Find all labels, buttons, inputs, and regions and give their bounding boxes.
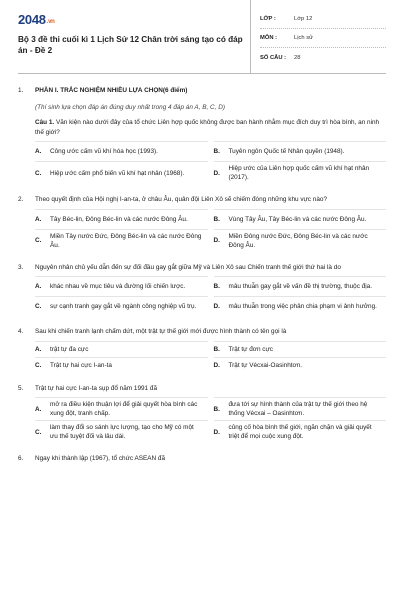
page-header: [18, 0, 386, 74]
meta-subject-label: MÔN :: [260, 35, 278, 41]
question-body: [35, 454, 386, 464]
option-c[interactable]: [35, 296, 208, 316]
question-item: [18, 263, 386, 317]
meta-class-value: Lớp 12: [294, 16, 313, 22]
option-letter: B.: [213, 405, 220, 413]
option-b[interactable]: [214, 209, 387, 229]
option-letter: A.: [35, 215, 42, 223]
option-text: mâu thuẫn gay gắt về vấn đề thị trường, thuộc địa.: [228, 283, 372, 290]
option-text: trật tự đa cực: [50, 345, 89, 353]
option-letter: D.: [213, 361, 220, 369]
options-grid: [35, 141, 386, 184]
meta-class-label: LỚP :: [260, 16, 276, 22]
meta-count-label: SỐ CÂU :: [260, 54, 287, 61]
question-label: Câu 1.: [35, 119, 55, 126]
option-c[interactable]: [35, 161, 208, 184]
option-d[interactable]: [214, 229, 387, 252]
question-body: [35, 384, 386, 444]
question-item: [18, 86, 386, 184]
question-number: 4.: [18, 328, 24, 335]
meta-subject-value: Lịch sử: [294, 35, 314, 41]
option-text: Trật tự hai cực I-an-ta: [50, 361, 112, 369]
question-item: [18, 384, 386, 444]
option-a[interactable]: [35, 209, 208, 229]
option-letter: C.: [35, 169, 42, 177]
options-grid: [35, 341, 386, 373]
option-text: đưa tới sự hình thành của trật tự thế giới theo hệ thống Vécxai – Oasinhtơn.: [228, 401, 368, 417]
question-text: Trật tự hai cực I-an-ta sụp đổ năm 1991 đã: [35, 384, 157, 392]
option-letter: A.: [35, 345, 42, 353]
option-letter: D.: [213, 237, 220, 244]
option-text: mâu thuẫn trong việc phân chia phạm vi ảnh hưởng.: [228, 303, 377, 310]
option-text: mở ra điều kiện thuận lợi để giải quyết hòa bình các xung đột, tranh chấp.: [50, 401, 198, 417]
option-c[interactable]: [35, 357, 208, 373]
option-b[interactable]: [214, 141, 387, 161]
option-text: Tây Béc-lin, Đông Béc-lin và các nước Đông Âu.: [50, 215, 188, 223]
option-letter: B.: [213, 345, 220, 353]
header-left: [18, 0, 250, 73]
exam-title: Bộ 3 đề thi cuối kì 1 Lịch Sử 12 Chân trời sáng tạo có đáp án - Đề 2: [18, 35, 243, 55]
section-note: (Thí sinh lựa chọn đáp án đúng duy nhất trong 4 đáp án A, B, C, D): [35, 103, 225, 111]
option-letter: D.: [213, 303, 220, 310]
section-title: PHẦN I. TRẮC NGHIỆM NHIỀU LỰA CHỌN(6 điểm): [35, 87, 188, 94]
question-body: [35, 263, 386, 317]
site-logo[interactable]: [18, 12, 250, 26]
option-d[interactable]: [214, 357, 387, 373]
option-letter: D.: [213, 169, 220, 177]
meta-class-row: [260, 10, 386, 29]
option-letter: A.: [35, 405, 42, 413]
question-number: 5.: [18, 384, 24, 392]
meta-count-value: 28: [294, 54, 301, 61]
option-a[interactable]: [35, 141, 208, 161]
options-grid: [35, 276, 386, 316]
option-b[interactable]: [214, 397, 387, 420]
option-c[interactable]: [35, 229, 208, 252]
option-letter: B.: [213, 148, 220, 155]
option-text: Miền Tây nước Đức, Đông Béc-lin và các nước Đông Âu.: [50, 232, 202, 249]
question-text: Ngay khi thành lập (1967), tổ chức ASEAN đã: [35, 455, 166, 462]
option-a[interactable]: [35, 397, 208, 420]
meta-count-row: [260, 48, 386, 67]
option-d[interactable]: [214, 161, 387, 184]
option-text: Tuyên ngôn Quốc tế Nhân quyền (1948).: [228, 148, 345, 155]
question-body: [35, 86, 386, 184]
question-item: [18, 327, 386, 373]
option-text: làm thay đổi so sánh lực lượng, tạo cho Mỹ có một ưu thế tuyệt đối và lâu dài.: [50, 424, 194, 440]
question-text: Theo quyết định của Hội nghị I-an-ta, ở châu Âu, quân đội Liên Xô sẽ chiếm đóng những khu vực nào?: [35, 196, 327, 203]
option-d[interactable]: [214, 420, 387, 443]
question-number: 3.: [18, 263, 24, 271]
option-letter: C.: [35, 303, 42, 310]
option-text: Miền Đông nước Đức, Đông Béc-lin và các nước Đông Âu.: [228, 232, 368, 249]
question-list: [18, 74, 386, 464]
option-b[interactable]: [214, 276, 387, 296]
meta-subject-row: [260, 29, 386, 48]
question-number: 6.: [18, 455, 24, 462]
option-letter: C.: [35, 361, 42, 369]
option-text: Trật tự đơn cực: [228, 345, 273, 353]
option-text: khác nhau về mục tiêu và đường lối chiến lược.: [50, 283, 186, 290]
question-body: [35, 195, 386, 252]
option-letter: B.: [213, 283, 220, 290]
logo-main: 2048: [18, 12, 46, 27]
options-grid: [35, 397, 386, 443]
option-a[interactable]: [35, 341, 208, 357]
option-d[interactable]: [214, 296, 387, 316]
question-text: [35, 118, 386, 137]
option-letter: C.: [35, 428, 42, 436]
logo-suffix: .vn: [46, 19, 55, 25]
option-text: Vùng Tây Âu, Tây Béc-lin và các nước Đông Âu.: [228, 215, 367, 223]
options-grid: [35, 209, 386, 252]
option-text: Công ước cấm vũ khí hóa học (1993).: [50, 148, 158, 155]
option-c[interactable]: [35, 420, 208, 443]
option-text: Hiệp ước cấm phổ biến vũ khí hạt nhân (1968).: [50, 169, 185, 177]
option-b[interactable]: [214, 341, 387, 357]
option-letter: A.: [35, 148, 42, 155]
question-text: Nguyên nhân chủ yếu dẫn đến sự đối đầu gay gắt giữa Mỹ và Liên Xô sau Chiến tranh thế giới thứ hai là do: [35, 263, 341, 271]
option-text: sự cạnh tranh gay gắt về ngành công nghiệp vũ trụ.: [50, 303, 197, 310]
option-text: Hiệp ước của Liên hợp quốc cấm vũ khí hạt nhân (2017).: [228, 165, 370, 181]
option-letter: A.: [35, 283, 42, 290]
option-letter: C.: [35, 237, 42, 244]
option-letter: B.: [213, 215, 220, 223]
question-text: Sau khi chiến tranh lạnh chấm dứt, một trật tự thế giới mới được hình thành có tên gọi là: [35, 328, 287, 335]
option-letter: D.: [213, 428, 220, 436]
question-body: [35, 327, 386, 373]
option-a[interactable]: [35, 276, 208, 296]
question-stem: Văn kiện nào dưới đây của tổ chức Liên hợp quốc không được ban hành nhằm mục đích duy trì hòa bình, an ninh thế giới?: [35, 119, 380, 136]
question-number: 1.: [18, 87, 24, 94]
option-text: Trật tự Vécxai-Oasinhtơn.: [228, 361, 303, 369]
question-number: 2.: [18, 196, 24, 203]
question-item: [18, 195, 386, 252]
option-text: củng cố hòa bình thế giới, ngăn chặn và giải quyết triệt để mọi cuộc xung đột.: [228, 424, 372, 440]
exam-meta: [250, 0, 386, 73]
question-item: [18, 454, 386, 464]
